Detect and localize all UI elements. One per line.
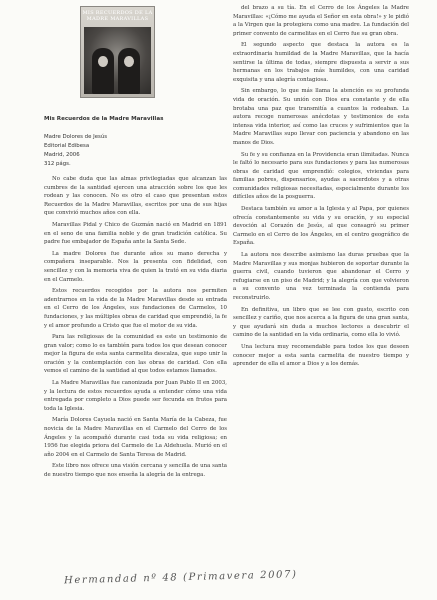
book-cover-title: MIS RECUERDOS DE LA MADRE MARAVILLAS	[82, 10, 153, 22]
paragraph: El segundo aspecto que destaca la autora es la extraordinaria humildad de la Madre Maravillas, que la hacía sentirse la última de todas, siempre dispuesta a servir a sus hermanas en los trabajos más humildes, con una caridad exquisita y una alegría contagiosa.	[233, 42, 409, 83]
paragraph: Una lectura muy recomendable para todos los que deseen conocer mejor a esta santa carmelita de nuestro tiempo y aprender de ella el amor a Dios y a los demás.	[233, 343, 409, 368]
paragraph: Estos recuerdos recogidos por la autora nos permiten adentrarnos en la vida de la Madre Maravillas desde su entrada en el Cerro de los Ángeles, sus fundaciones de Carmelos, 10 fundaciones, y las múltiples obras de caridad que emprendió, la fe y el amor profundo a Cristo que fue el motor de su vida.	[44, 288, 227, 329]
paragraph: Destaca también su amor a la Iglesia y al Papa, por quienes ofrecía constantemente su vida y su oración, y su especial devoción al Corazón de Jesús, al que consagró su primer Carmelo en el Cerro de los Ángeles, en el centro geográfico de España.	[233, 206, 409, 247]
right-text-column	[233, 4, 409, 372]
book-pages: 312 págs.	[44, 161, 71, 167]
paragraph: Maravillas Pidal y Chico de Guzmán nació en Madrid en 1891 en el seno de una familia noble y de gran tradición católica. Su padre fue embajador de España ante la Santa Sede.	[44, 221, 227, 246]
paragraph: La Madre Maravillas fue canonizada por Juan Pablo II en 2003, y la lectura de estos recuerdos ayuda a entender cómo una vida entregada por completo a Dios puede ser fecunda en frutos para toda la Iglesia.	[44, 380, 227, 412]
book-caption: Mis Recuerdos de la Madre Maravillas	[44, 116, 164, 122]
book-author: Madre Dolores de Jesús	[44, 134, 108, 140]
paragraph: La autora nos describe asimismo las duras pruebas que la Madre Maravillas y sus monjas hubieron de soportar durante la guerra civil, cuando tuvieron que abandonar el Cerro y refugiarse en un piso de Madrid; y la alegría con que volvieron a su convento una vez terminada la contienda para reconstruirlo.	[233, 252, 409, 301]
book-metadata	[44, 133, 154, 169]
left-text-column	[44, 175, 227, 483]
book-place-year: Madrid, 2006	[44, 152, 80, 158]
paragraph: En definitiva, un libro que se lee con gusto, escrito con sencillez y cariño, que nos acerca a la figura de una gran santa, y que ayudará sin duda a muchos lectores a descubrir el camino de la santidad en la vida ordinaria, como ella lo vivió.	[233, 306, 409, 339]
paragraph: María Dolores Cayuela nació en Santa María de la Cabeza, fue novicia de la Madre Maravillas en el Carmelo del Cerro de los Ángeles y la acompañó durante casi toda su vida religiosa; en 1956 fue elegida priora del Carmelo de La Aldehuela. Murió en el año 2004 en el Carmelo de Santa Teresa de Madrid.	[44, 417, 227, 458]
paragraph: Este libro nos ofrece una visión cercana y sencilla de una santa de nuestro tiempo que nos enseña la alegría de la entrega.	[44, 463, 227, 478]
paragraph: La madre Dolores fue durante años su mano derecha y compañera inseparable. Nos la presenta con fidelidad, con sencillez y con la memoria viva de quien la trató en su vida diaria en el Carmelo.	[44, 250, 227, 283]
paragraph: Sin embargo, lo que más llama la atención es su profunda vida de oración. Su unión con Dios era constante y de ella brotaba una paz que transmitía a cuantos la rodeaban. La autora recoge numerosas anécdotas y testimonios de esta intensa vida interior, así como las cruces y sufrimientos que la Madre Maravillas supo llevar con paciencia y abandono en las manos de Dios.	[233, 88, 409, 146]
nun-figure	[92, 48, 114, 94]
paragraph: Su fe y su confianza en la Providencia eran ilimitadas. Nunca le faltó lo necesario para sus fundaciones y para las numerosas obras de caridad que emprendió: colegios, viviendas para familias pobres, dispensarios, ayudas a sacerdotes y a otras comunidades religiosas necesitadas, especialmente durante los difíciles años de la posguerra.	[233, 151, 409, 201]
paragraph: No cabe duda que las almas privilegiadas que alcanzan las cumbres de la santidad ejercen una atracción sobre los que les rodean y las conocen. No es otro el caso que presentan estos Recuerdos de la Madre Maravillas, escritos por una de sus hijas que convivió muchos años con ella.	[44, 176, 227, 217]
handwritten-source-note: Hermandad nº 48 (Primavera 2007)	[63, 569, 298, 587]
paragraph: del brazo a su tía. En el Cerro de los Ángeles la Madre Maravillas: «¡Cómo me ayuda el Señor en esta obra!» y le pidió a la Virgen que la protegiera como una madre. La fundación del primer convento de carmelitas en el Cerro fue su gran obra.	[233, 5, 409, 37]
nun-figure	[118, 48, 140, 94]
book-cover-image	[80, 6, 155, 98]
cover-photo	[84, 27, 151, 94]
book-publisher: Editorial Edibesa	[44, 143, 90, 149]
paragraph: Para las religiosas de la comunidad es este un testimonio de gran valor; como lo es también para todos los que desean conocer mejor la figura de esta santa carmelita descalza, que supo unir la oración y la contemplación con las obras de caridad. Con ella vemos el camino de la santidad al que todos estamos llamados.	[44, 334, 227, 375]
